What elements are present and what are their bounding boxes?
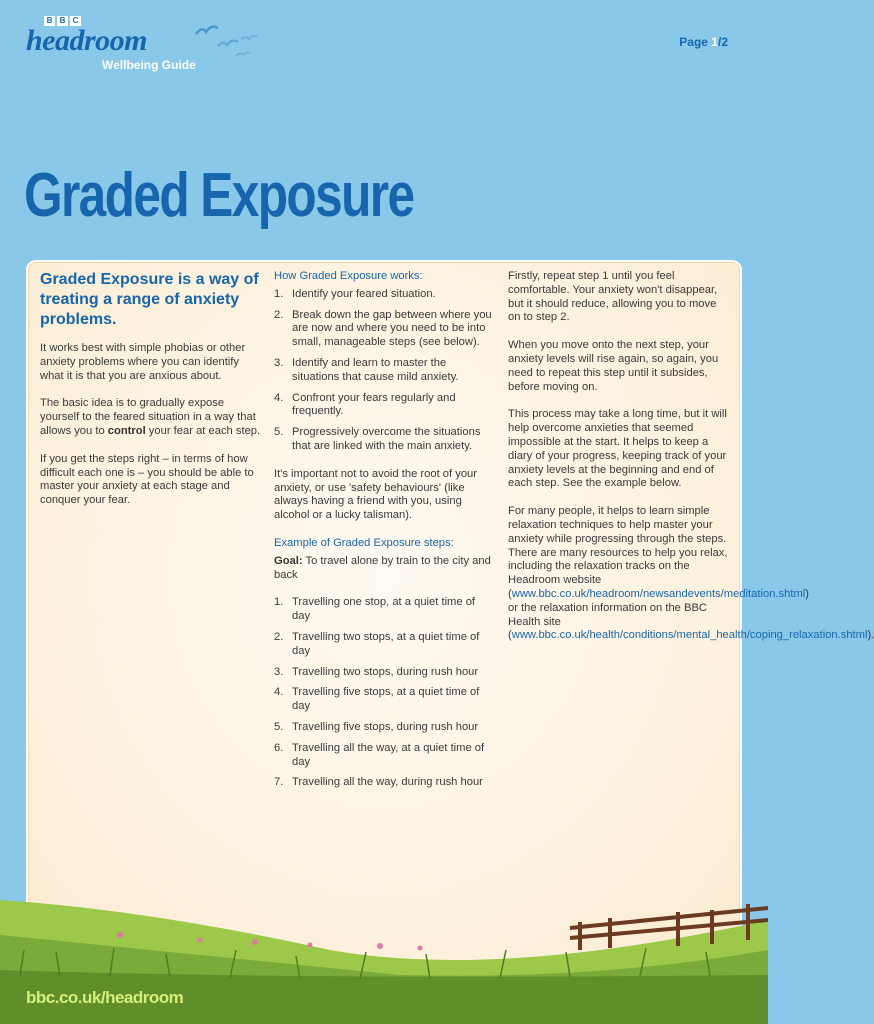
list-text: Identify and learn to master the situations that cause mild anxiety.: [292, 356, 459, 383]
brand-subtitle: Wellbeing Guide: [102, 58, 196, 72]
bold-text: control: [107, 424, 146, 437]
list-text: Identify your feared situation.: [292, 287, 436, 300]
list-text: Travelling two stops, at a quiet time of day: [292, 630, 480, 657]
text: your fear at each step.: [145, 424, 261, 437]
text: The basic idea is to gradually expose yourself to the feared situation in a way that allows you to: [40, 397, 256, 437]
list-text: Travelling five stops, during rush hour: [292, 720, 479, 733]
footer-url[interactable]: bbc.co.uk/headroom: [26, 988, 184, 1007]
goal: [274, 555, 496, 583]
list-number: 1.: [274, 287, 284, 300]
page-total: /2: [717, 35, 728, 49]
list-number: 2.: [274, 308, 284, 321]
section-heading: How Graded Exposure works:: [274, 270, 423, 282]
list-number: 3.: [274, 665, 284, 678]
text: For many people, it helps to learn simple relaxation techniques to help master your anxiety while progressing through the steps. There are many resources to help you relax, including the relaxation tracks on the Headroom website (: [508, 505, 728, 600]
column-2: [274, 270, 496, 804]
paragraph: [508, 505, 874, 643]
steps-list: [274, 288, 496, 454]
text: ) or the relaxation information on the BBC Health site (: [508, 587, 809, 642]
list-item: [274, 666, 496, 680]
page-current: 1: [711, 35, 718, 49]
list-number: 5.: [274, 426, 284, 439]
list-text: Travelling five stops, at a quiet time of day: [292, 686, 480, 713]
list-item: [274, 392, 496, 420]
page-title: Graded Exposure: [24, 161, 414, 230]
relaxation-link[interactable]: www.bbc.co.uk/health/conditions/mental_health/coping_relaxation.shtml: [511, 629, 868, 642]
paragraph: [40, 397, 262, 438]
list-item: [274, 357, 496, 385]
list-text: Travelling one stop, at a quiet time of day: [292, 596, 476, 623]
brand-name: headroom: [26, 24, 148, 57]
paragraph: This process may take a long time, but it will help overcome anxieties that seemed impossible at the start. It helps to keep a diary of your progress, keeping track of your anxiety levels at the beginning and end of each step. See the example below.: [508, 408, 727, 490]
list-number: 7.: [274, 776, 284, 789]
example-list: [274, 596, 496, 790]
list-item: [274, 596, 496, 624]
column-3: [508, 270, 874, 657]
goal-text: To travel alone by train to the city and back: [274, 554, 491, 581]
paragraph: Firstly, repeat step 1 until you feel comfortable. Your anxiety won't disappear, but it should reduce, allowing you to move on to step 2.: [508, 270, 718, 324]
section-heading: Example of Graded Exposure steps:: [274, 536, 454, 549]
list-number: 5.: [274, 720, 284, 733]
list-number: 4.: [274, 686, 284, 699]
list-item: [274, 426, 496, 454]
list-item: [274, 309, 496, 350]
list-item: [274, 288, 496, 302]
list-text: Progressively overcome the situations that are linked with the main anxiety.: [292, 426, 481, 452]
list-item: [274, 776, 496, 790]
meditation-link[interactable]: www.bbc.co.uk/headroom/newsandevents/meditation.shtml: [511, 587, 806, 600]
list-item: [274, 631, 496, 659]
list-number: 6.: [274, 741, 284, 754]
paragraph: It's important not to avoid the root of your anxiety, or use 'safety behaviours' (like always having a friend with you, using alcohol or a lucky talisman).: [274, 467, 477, 522]
list-text: Travelling all the way, during rush hour: [292, 776, 483, 789]
bbc-block: B: [44, 16, 55, 26]
bbc-block: B: [57, 16, 68, 26]
list-number: 1.: [274, 596, 284, 609]
header: [0, 0, 768, 90]
list-number: 2.: [274, 630, 284, 643]
list-number: 4.: [274, 391, 284, 404]
goal-label: Goal:: [274, 554, 303, 567]
page-label: Page: [679, 35, 712, 49]
list-item: [274, 742, 496, 770]
list-text: Confront your fears regularly and frequently.: [292, 391, 456, 418]
page-indicator: [679, 35, 728, 49]
paragraph: When you move onto the next step, your anxiety levels will rise again, so again, you need to repeat this step until it subsides, before moving on.: [508, 339, 719, 393]
bbc-block: C: [70, 16, 81, 26]
lead-text: Graded Exposure is a way of treating a range of anxiety problems.: [40, 271, 259, 328]
paragraph: If you get the steps right – in terms of how difficult each one is – you should be able to master your anxiety at each stage and conquer your fear.: [40, 452, 254, 507]
list-number: 3.: [274, 356, 284, 369]
list-text: Break down the gap between where you are now and where you need to be into small, manageable steps (see below).: [292, 308, 492, 349]
list-item: [274, 721, 496, 735]
paragraph: It works best with simple phobias or other anxiety problems where you can identify what it is that you are anxious about.: [40, 342, 246, 382]
birds-icon: [186, 16, 286, 66]
list-item: [274, 686, 496, 714]
content-panel: [26, 260, 874, 964]
text: ).: [867, 629, 874, 642]
list-text: Travelling two stops, during rush hour: [292, 665, 479, 678]
column-1: [40, 270, 262, 522]
list-text: Travelling all the way, at a quiet time of day: [292, 741, 485, 768]
